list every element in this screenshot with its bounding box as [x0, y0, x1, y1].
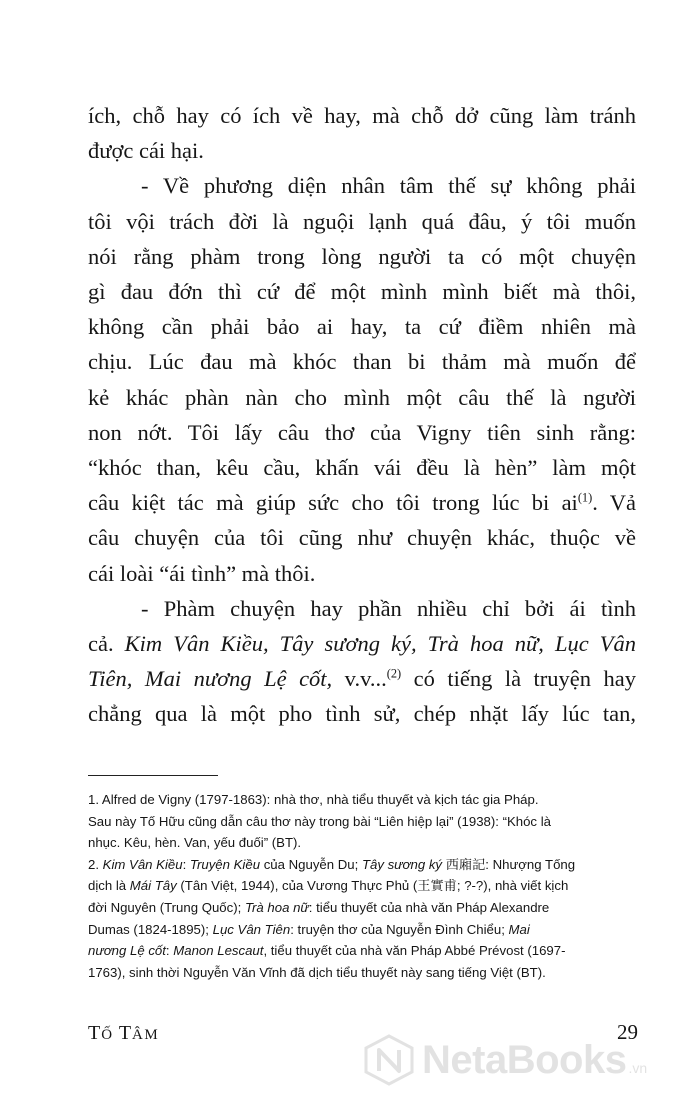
body-line-text: . Vả	[592, 490, 636, 516]
body-line-text: cả.	[88, 631, 114, 657]
footnote-line	[88, 897, 640, 919]
body-line: - Về phương diện nhân tâm thế sự không phải	[141, 173, 636, 199]
footnote-line: 1. Alfred de Vigny (1797-1863): nhà thơ, nhà tiểu thuyết và kịch tác gia Pháp.	[88, 792, 539, 807]
footnote-line: nhục. Kêu, hèn. Van, yếu đuối” (BT).	[88, 835, 302, 851]
body-line: cái loài “ái tình” mà thôi.	[88, 560, 316, 586]
footnote-italic: Lục Vân Tiên	[212, 921, 291, 937]
running-title-cap: T	[118, 1022, 133, 1044]
footnote-text: dịch là	[88, 878, 130, 894]
body-line-text: v.v...	[332, 666, 387, 692]
body-line: câu chuyện của tôi cũng như chuyện khác, thuộc về	[88, 525, 636, 551]
footnote-italic: Truyện Kiều	[189, 856, 261, 872]
footnote-ref-2[interactable]: (2)	[386, 666, 402, 681]
body-line	[88, 485, 636, 520]
footnote-text: , tiểu thuyết của nhà văn Pháp Abbé Prévost (1697-	[263, 943, 566, 959]
footnote-divider	[88, 775, 218, 776]
body-line-italic: Tiên, Mai nương Lệ cốt,	[88, 666, 333, 692]
body-line: kẻ khác phàn nàn cho mình một câu thế là người	[88, 384, 636, 410]
body-line: non nớt. Tôi lấy câu thơ của Vigny tiên sinh rằng:	[88, 419, 636, 445]
footnote-line	[88, 919, 640, 941]
footnote-text: : truyện thơ của Nguyễn Đình Chiểu;	[290, 921, 509, 937]
running-title-cap: T	[88, 1022, 102, 1044]
footnote-line	[88, 940, 640, 962]
body-line: nói rằng phàm trong lòng người ta có một chuyện	[88, 243, 636, 269]
body-line-text: câu kiệt tác mà giúp sức cho tôi trong lúc bi ai	[88, 490, 578, 516]
footnote-text: đời Nguyên (Trung Quốc);	[88, 899, 245, 915]
footnote-line	[88, 854, 640, 876]
footnote-italic: Mai	[508, 921, 530, 937]
footnote-text: (Tân Việt, 1944), của Vương Thực Phủ (王實甫; ?-?), nhà viết kịch	[176, 878, 569, 894]
watermark-text: NetaBooks	[422, 1037, 627, 1082]
running-title-smallcaps: ÂM	[132, 1027, 160, 1043]
running-title-smallcaps: Ố	[101, 1027, 119, 1043]
footnote-line: 1763), sinh thời Nguyễn Văn Vĩnh đã dịch tiểu thuyết này sang tiếng Việt (BT).	[88, 964, 546, 980]
body-line: - Phàm chuyện hay phần nhiều chỉ bởi ái tình	[141, 595, 636, 621]
body-line	[88, 626, 636, 661]
body-line: không cần phải bảo ai hay, ta cứ điềm nhiên mà	[88, 314, 636, 340]
page-number: 29	[617, 1020, 638, 1044]
running-title	[88, 1022, 159, 1045]
footnote-italic: nương Lệ cốt	[88, 943, 166, 959]
footnote-text: Dumas (1824-1895);	[88, 921, 213, 937]
footnote-text: 西廂記: Nhượng Tống	[442, 856, 576, 872]
footnote-text: của Nguyễn Du;	[260, 856, 362, 872]
body-line: được cái hại.	[88, 138, 204, 164]
footnote-line	[88, 875, 640, 897]
footnote-text: 2.	[88, 856, 103, 872]
body-line-italic: Kim Vân Kiều, Tây sương ký, Trà hoa nữ, Lục Vân	[124, 631, 636, 657]
body-line: ích, chỗ hay có ích về hay, mà chỗ dở cũng làm tránh	[88, 103, 636, 128]
footnote-italic: Trà hoa nữ	[244, 899, 309, 915]
footnote-italic: Manon Lescaut	[173, 943, 264, 959]
body-line: chẳng qua là một pho tình sử, chép nhặt lấy lúc tan,	[88, 701, 636, 727]
watermark	[362, 1030, 700, 1090]
footnotes	[88, 789, 640, 983]
netabooks-logo-icon	[362, 1033, 416, 1087]
body-line: tôi vội trách đời là nguội lạnh quá đâu, ý tôi muốn	[88, 208, 636, 234]
watermark-suffix: .vn	[628, 1060, 648, 1076]
footnote-text: :	[182, 856, 190, 872]
body-line	[88, 661, 636, 696]
body-line: gì đau đớn thì cứ để một mình mình biết mà thôi,	[88, 279, 636, 305]
footnote-italic: Mái Tây	[129, 878, 177, 894]
footnote-line: Sau này Tố Hữu cũng dẫn câu thơ này trong bài “Liên hiệp lại” (1938): “Khóc là	[88, 813, 551, 829]
body-line: chịu. Lúc đau mà khóc than bi thảm mà muốn để	[88, 349, 636, 375]
body-line-text: có tiếng là truyện hay	[401, 666, 636, 692]
footnote-italic: Tây sương ký	[361, 856, 443, 872]
footnote-italic: Kim Vân Kiều	[102, 856, 183, 872]
footnote-text: : tiểu thuyết của nhà văn Pháp Alexandre	[308, 899, 550, 915]
body-line: “khóc than, kêu cầu, khấn vái đều là hèn” làm một	[88, 455, 636, 481]
footnote-text: :	[165, 943, 174, 959]
footnote-ref-1[interactable]: (1)	[577, 490, 593, 505]
body-text	[88, 98, 636, 732]
